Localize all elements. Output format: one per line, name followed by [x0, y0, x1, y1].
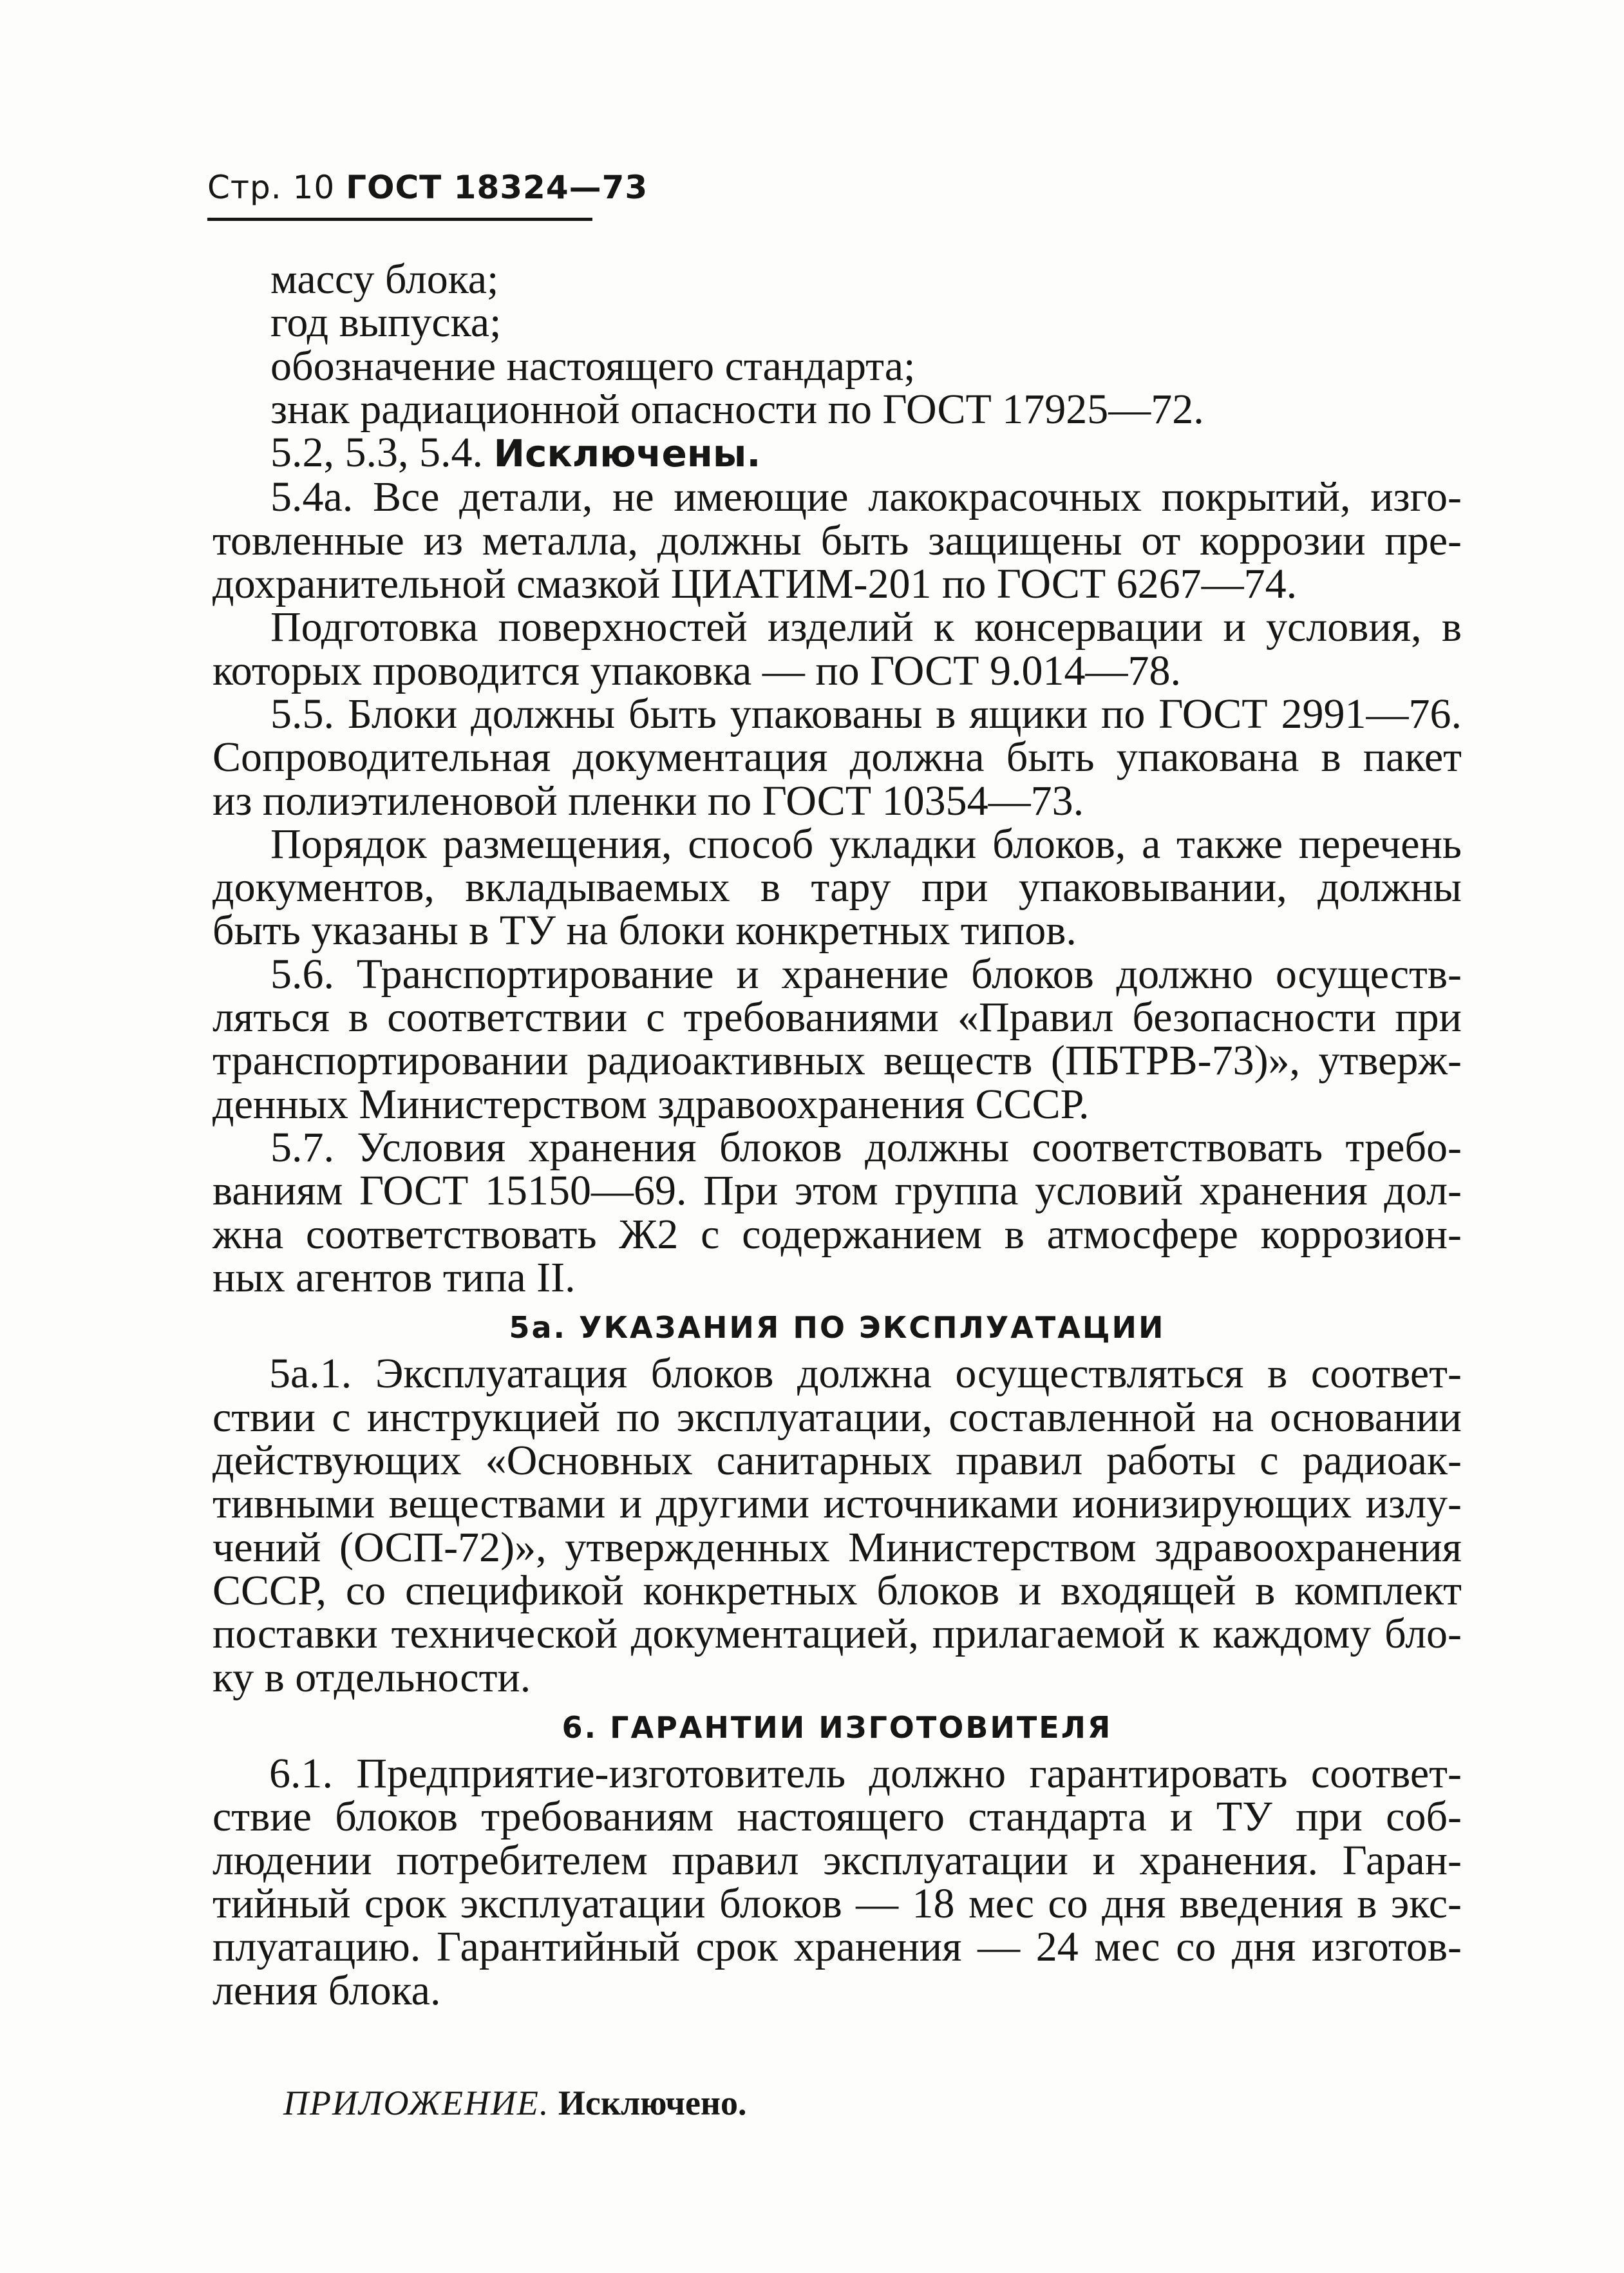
text-line: год выпуска; [270, 299, 502, 347]
appendix-label: ПРИЛОЖЕНИЕ. [283, 2083, 550, 2122]
clause-excluded [212, 431, 1462, 475]
header-rule [207, 218, 592, 221]
text-line: Порядок размещения, способ укладки блоков, а также перечень [270, 820, 1462, 868]
text-line: знак радиационной опасности по ГОСТ 17925—72. [270, 385, 1204, 433]
page-header [207, 169, 648, 206]
clause-numbers: 5.2, 5.3, 5.4. [270, 429, 483, 477]
text-line: 6.1. Предприятие-изготовитель должно гарантировать соответ- [269, 1750, 1462, 1798]
text-line: действующих «Основных санитарных правил работы с радиоак- [212, 1437, 1462, 1485]
text-line: денных Министерством здравоохранения СССР. [212, 1080, 1090, 1128]
text-line: документов, вкладываемых в тару при упаковывании, должны [212, 864, 1462, 911]
standard-reference: ГОСТ 18324—73 [346, 169, 648, 206]
text-line: которых проводится упаковка — по ГОСТ 9.014—78. [212, 647, 1181, 694]
text-line: чений (ОСП-72)», утвержденных Министерством здравоохранения [212, 1523, 1462, 1571]
text-line: Сопроводительная документация должна быть упакована в пакет [212, 734, 1462, 781]
text-line: транспортировании радиоактивных веществ (ПБТРВ-73)», утверж- [212, 1037, 1462, 1085]
text-line: 5а.1. Эксплуатация блоков должна осуществляться в соответ- [269, 1350, 1462, 1398]
text-line: плуатацию. Гарантийный срок хранения — 24 мес со дня изготов- [212, 1923, 1462, 1971]
text-line: ления блока. [212, 1966, 441, 2014]
text-line: 5.7. Условия хранения блоков должны соответствовать требо- [270, 1123, 1462, 1171]
text-line: 5.6. Транспортирование и хранение блоков должно осуществ- [270, 950, 1462, 998]
text-line: тивными веществами и другими источниками ионизирующих излу- [212, 1480, 1462, 1528]
text-line: из полиэтиленовой пленки по ГОСТ 10354—73. [212, 777, 1084, 824]
text-line: ваниям ГОСТ 15150—69. При этом группа условий хранения дол- [212, 1167, 1462, 1215]
text-line: Подготовка поверхностей изделий к консервации и условия, в [270, 604, 1462, 651]
text-line: обозначение настоящего стандарта; [270, 342, 916, 390]
appendix-note [212, 2082, 1462, 2125]
body-text [212, 258, 1462, 2125]
section-heading-6: 6. ГАРАНТИИ ИЗГОТОВИТЕЛЯ [562, 1709, 1113, 1745]
text-line: 5.4а. Все детали, не имеющие лакокрасочных покрытий, изго- [270, 473, 1462, 521]
text-line: товленные из металла, должны быть защищены от коррозии пре- [212, 517, 1462, 564]
text-line: быть указаны в ТУ на блоки конкретных типов. [212, 907, 1077, 955]
text-line: СССР, со спецификой конкретных блоков и входящей в комплект [212, 1566, 1462, 1614]
text-line: ных агентов типа II. [212, 1253, 576, 1301]
text-line: дохранительной смазкой ЦИАТИМ-201 по ГОСТ 6267—74. [212, 560, 1298, 608]
page-number: Стр. 10 [207, 169, 335, 206]
spacer [212, 2012, 1462, 2082]
text-line: тийный срок эксплуатации блоков — 18 мес со дня введения в экс- [212, 1879, 1462, 1927]
text-line: ствии с инструкцией по эксплуатации, составленной на основании [212, 1393, 1462, 1441]
text-line: 5.5. Блоки должны быть упакованы в ящики по ГОСТ 2991—76. [270, 690, 1462, 737]
text-line: ку в отдельности. [212, 1653, 531, 1701]
excluded-label: Исключены. [493, 432, 761, 476]
text-line: людении потребителем правил эксплуатации и хранения. Гаран- [212, 1836, 1462, 1884]
text-line: поставки технической документацией, прилагаемой к каждому бло- [212, 1610, 1462, 1658]
text-line: жна соответствовать Ж2 с содержанием в атмосфере коррозион- [212, 1210, 1462, 1258]
text-line: ствие блоков требованиям настоящего стандарта и ТУ при соб- [212, 1793, 1462, 1841]
section-heading-5a: 5а. УКАЗАНИЯ ПО ЭКСПЛУАТАЦИИ [509, 1310, 1166, 1346]
text-line: ляться в соответствии с требованиями «Правил безопасности при [212, 994, 1462, 1041]
appendix-status: Исключено. [558, 2083, 747, 2122]
text-line: массу блока; [270, 256, 499, 303]
